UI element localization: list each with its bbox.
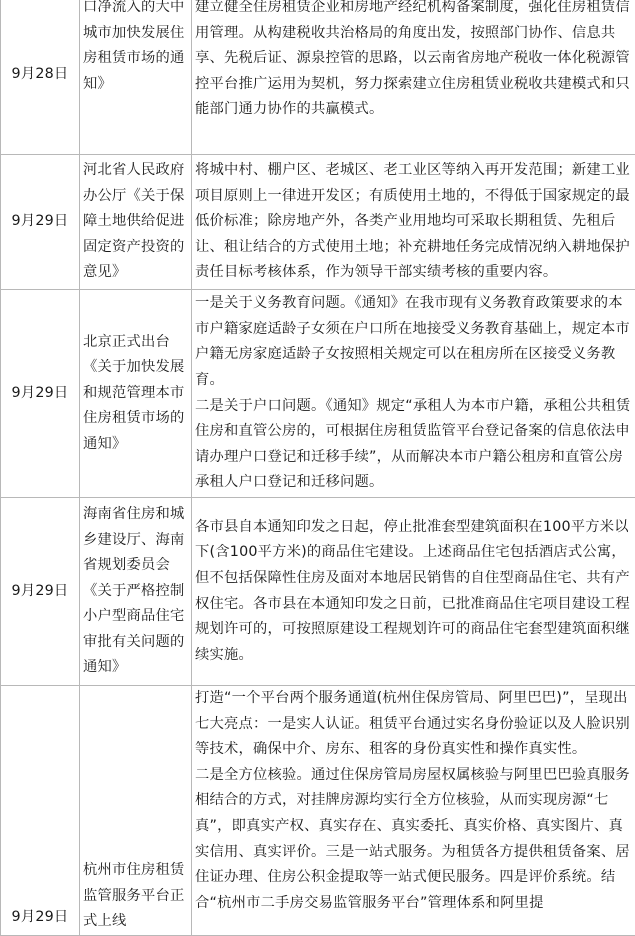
content-paragraph: 建立健全住房租赁企业和房地产经纪机构备案制度，强化住房租赁信用管理。从构建税收共治格局的角度出发，按照部门协作、信息共享、先税后证、源泉控管的思路，以云南省房地产税收一体化税源管控平台推广运用为契机，努力探索建立住房租赁业税收共建模式和只能部门通力协作的共赢模式。: [195, 0, 632, 123]
policy-content-cell: [192, 155, 635, 290]
policy-title-cell: 杭州市住房租赁监管服务平台正式上线: [80, 686, 192, 936]
content-paragraph: 将城中村、棚户区、老城区、老工业区等纳入再开发范围；新建工业项目原则上一律进开发区；有质使用土地的，不得低于国家规定的最低价标准；除房地产外，各类产业用地均可采取长期租赁、先租后让、租让结合的方式使用土地；补充耕地任务完成情况纳入耕地保护责任目标考核体系，作为领导干部实绩考核的重要内容。: [195, 158, 632, 286]
date-cell: 9月29日: [1, 155, 80, 290]
policy-title-cell: 口净流入的大中城市加快发展住房租赁市场的通知》: [80, 0, 192, 155]
table-row: [1, 290, 635, 498]
policy-content-cell: [192, 0, 635, 155]
table-row: [1, 686, 635, 936]
table-row: [1, 155, 635, 290]
policy-title-cell: 河北省人民政府办公厅《关于保障土地供给促进固定资产投资的意见》: [80, 155, 192, 290]
policy-content-cell: [192, 290, 635, 498]
date-cell: 9月28日: [1, 0, 80, 155]
date-cell: 9月29日: [1, 290, 80, 498]
table-row: [1, 498, 635, 686]
date-cell: 9月29日: [1, 498, 80, 686]
date-cell: 9月29日: [1, 686, 80, 936]
policy-content-cell: [192, 686, 635, 936]
content-paragraph: 各市县自本通知印发之日起，停止批准套型建筑面积在100平方米以下(含100平方米)的商品住宅建设。上述商品住宅包括酒店式公寓，但不包括保障性住房及面对本地居民销售的自住型商品住宅、共有产权住宅。各市县在本通知印发之日前，已批准商品住宅项目建设工程规划许可的，可按照原建设工程规划许可的商品住宅套型建筑面积继续实施。: [195, 515, 632, 669]
content-paragraph: 二是全方位核验。通过住保房管局房屋权属核验与阿里巴巴验真服务相结合的方式，对挂牌房源均实行全方位核验，从而实现房源“七真”，即真实产权、真实存在、真实委托、真实价格、真实图片、真实信用、真实评价。三是一站式服务。为租赁各方提供租赁备案、居住证办理、住房公积金提取等一站式便民服务。四是评价系统。结合“杭州市二手房交易监管服务平台”管理体系和阿里提: [195, 763, 632, 917]
policy-title-cell: 北京正式出台《关于加快发展和规范管理本市住房租赁市场的通知》: [80, 290, 192, 498]
content-paragraph: 打造“一个平台两个服务通道(杭州住保房管局、阿里巴巴)”，呈现出七大亮点：一是实人认证。租赁平台通过实名身份验证以及人脸识别等技术，确保中介、房东、租客的身份真实性和操作真实性。: [195, 686, 632, 763]
content-paragraph: 一是关于义务教育问题。《通知》在我市现有义务教育政策要求的本市户籍家庭适龄子女须在户口所在地接受义务教育基础上，规定本市户籍无房家庭适龄子女按照相关规定可以在租房所在区接受义务教育。: [195, 291, 632, 393]
table-row: [1, 0, 635, 155]
policy-content-cell: [192, 498, 635, 686]
policy-title-cell: 海南省住房和城乡建设厅、海南省规划委员会《关于严格控制小户型商品住宅审批有关问题的通知》: [80, 498, 192, 686]
content-paragraph: 二是关于户口问题。《通知》规定“承租人为本市户籍，承租公共租赁住房和直管公房的，可根据住房租赁监管平台登记备案的信息依法申请办理户口登记和迁移手续”，从而解决本市户籍公租房和直管公房承租人户口登记和迁移问题。: [195, 394, 632, 496]
